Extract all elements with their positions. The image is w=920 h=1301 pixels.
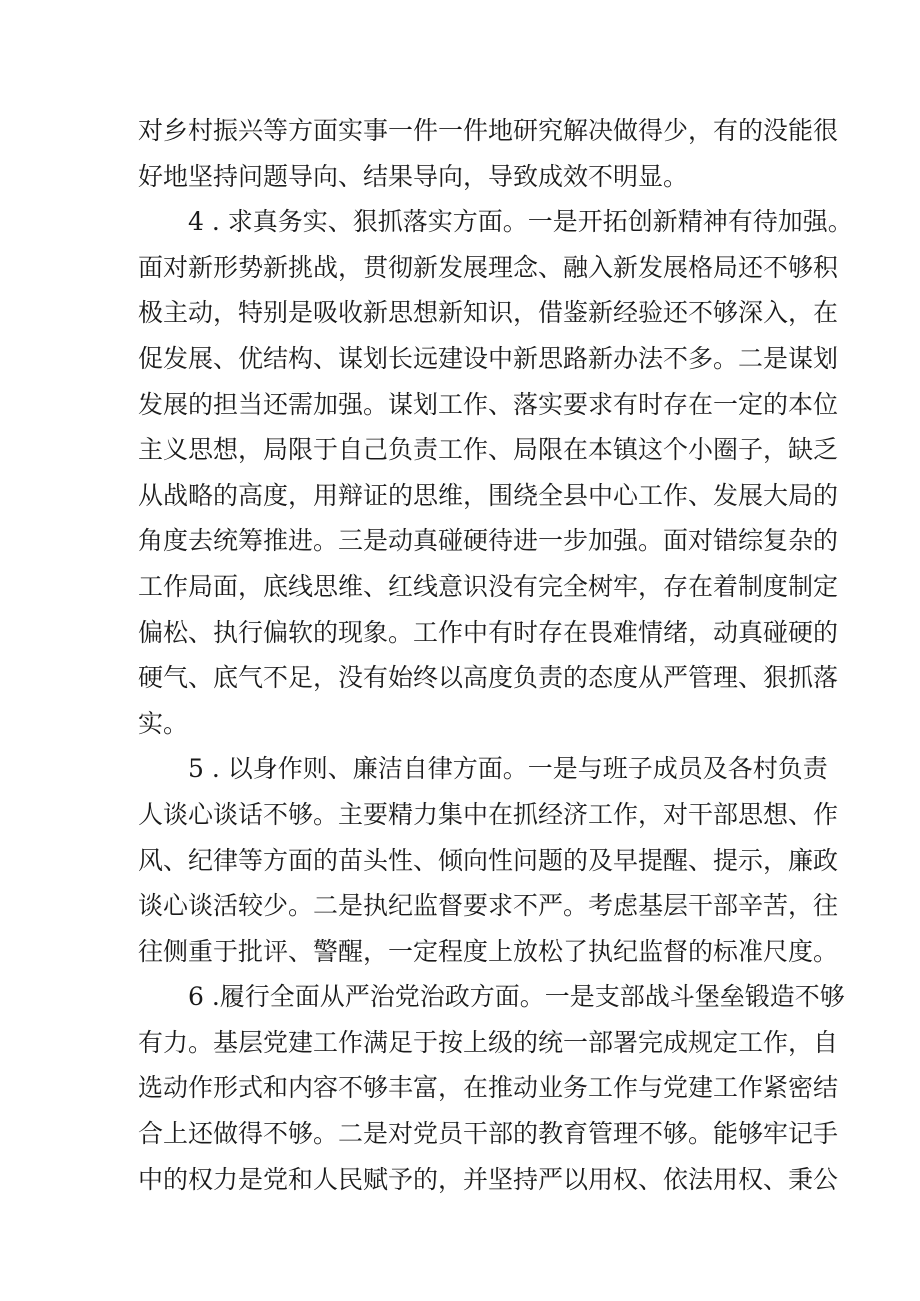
paragraph-line: 有力。基层党建工作满足于按上级的统一部署完成规定工作，自 bbox=[138, 1027, 839, 1057]
paragraph-3 bbox=[138, 746, 839, 974]
paragraph-line: 促发展、优结构、谋划长远建设中新思路新办法不多。二是谋划 bbox=[138, 343, 839, 373]
paragraph-line: 硬气、底气不足，没有始终以高度负责的态度从严管理、狠抓落 bbox=[138, 663, 839, 693]
paragraph-1 bbox=[138, 108, 839, 199]
paragraph-line: 谈心谈活较少。二是执纪监督要求不严。考虑基层干部辛苦，往 bbox=[138, 891, 839, 921]
paragraph-line: 发展的担当还需加强。谋划工作、落实要求有时存在一定的本位 bbox=[138, 389, 839, 419]
paragraph-line: 从战略的高度，用辩证的思维，围绕全县中心工作、发展大局的 bbox=[138, 480, 839, 510]
paragraph-line: 角度去统筹推进。三是动真碰硬待进一步加强。面对错综复杂的 bbox=[138, 526, 839, 556]
paragraph-4 bbox=[138, 974, 845, 1202]
paragraph-line: 合上还做得不够。二是对党员干部的教育管理不够。能够牢记手 bbox=[138, 1119, 839, 1149]
paragraph-line: 偏松、执行偏软的现象。工作中有时存在畏难情绪，动真碰硬的 bbox=[138, 617, 839, 647]
paragraph-line: 极主动，特别是吸收新思想新知识，借鉴新经验还不够深入，在 bbox=[138, 298, 839, 328]
paragraph-2 bbox=[138, 199, 853, 746]
paragraph-line: 风、纪律等方面的苗头性、倾向性问题的及早提醒、提示，廉政 bbox=[138, 845, 839, 875]
paragraph-line: 对乡村振兴等方面实事一件一件地研究解决做得少，有的没能很 bbox=[138, 116, 839, 145]
paragraph-line: 选动作形式和内容不够丰富，在推动业务工作与党建工作紧密结 bbox=[138, 1073, 839, 1103]
paragraph-line: 中的权力是党和人民赋予的，并坚持严以用权、依法用权、秉公 bbox=[138, 1164, 839, 1194]
paragraph-line: 好地坚持问题导向、结果导向，导致成效不明显。 bbox=[138, 161, 689, 191]
paragraph-line: 人谈心谈话不够。主要精力集中在抓经济工作，对干部思想、作 bbox=[138, 799, 839, 829]
paragraph-line: 工作局面，底线思维、红线意识没有完全树牢，存在着制度制定 bbox=[138, 571, 839, 601]
paragraph-line: 实。 bbox=[138, 708, 189, 738]
paragraph-line: 5 . 以身作则、廉洁自律方面。一是与班子成员及各村负责 bbox=[188, 754, 828, 784]
paragraph-line: 主义思想，局限于自己负责工作、局限在本镇这个小圈子，缺乏 bbox=[138, 435, 839, 465]
paragraph-line: 往侧重于批评、警醒，一定程度上放松了执纪监督的标准尺度。 bbox=[138, 936, 839, 966]
paragraph-line: 6 .履行全面从严治党治政方面。一是支部战斗堡垒锻造不够 bbox=[188, 982, 845, 1012]
paragraph-line: 4 . 求真务实、狠抓落实方面。一是开拓创新精神有待加强。 bbox=[188, 207, 853, 237]
document-body bbox=[138, 108, 853, 1202]
paragraph-line: 面对新形势新挑战，贯彻新发展理念、融入新发展格局还不够积 bbox=[138, 252, 839, 282]
